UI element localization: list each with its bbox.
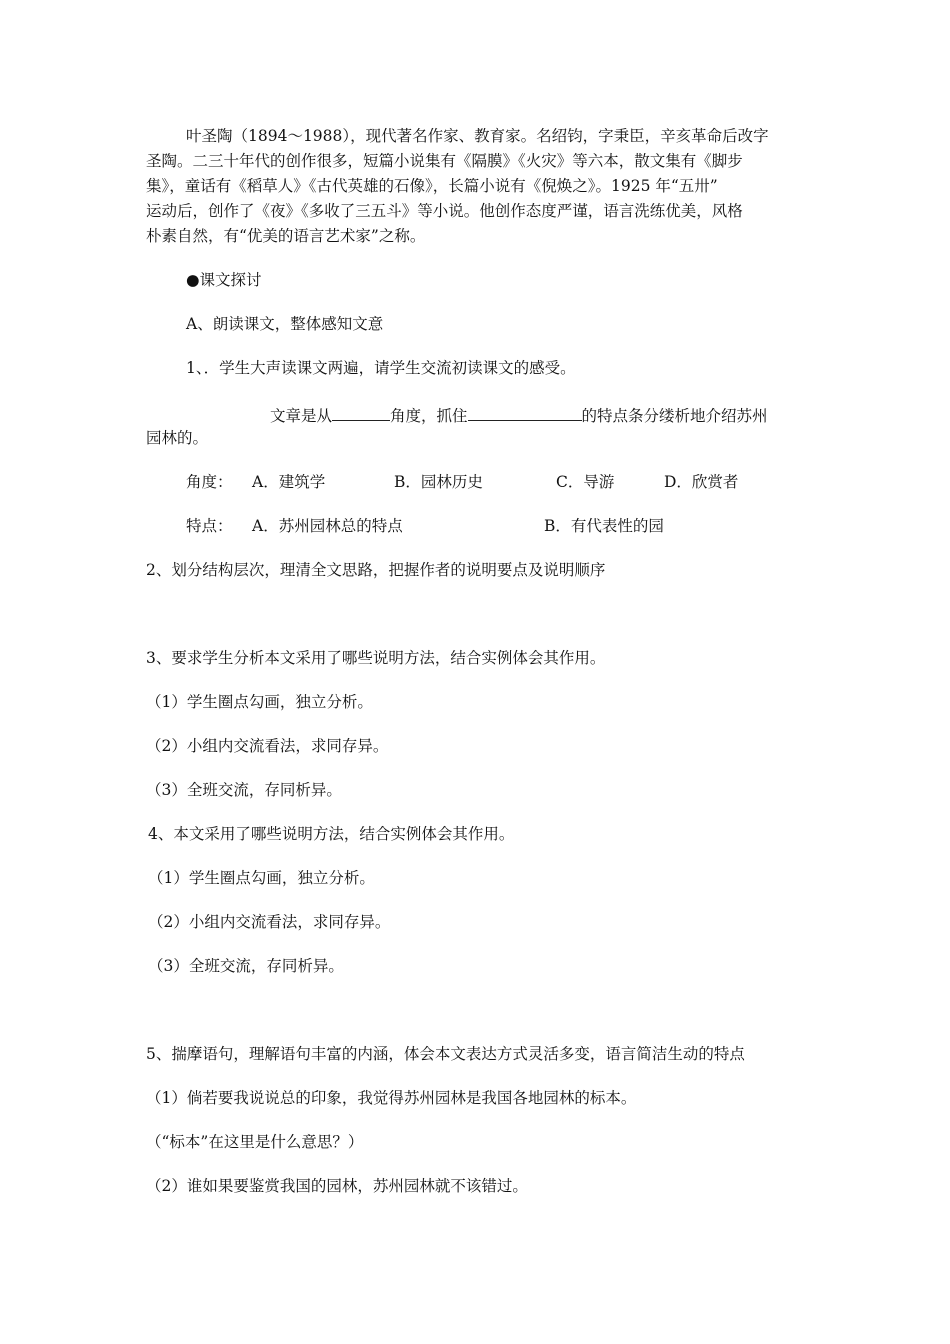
angle-option-b: B．园林历史 xyxy=(394,473,483,491)
angle-option-d: D．欣赏者 xyxy=(664,473,739,491)
item-3-sub: （3）全班交流，存同析异。 xyxy=(146,781,342,799)
intro-line: 朴素自然，有“优美的语言艺术家”之称。 xyxy=(146,227,426,245)
fill-in-line2: 园林的。 xyxy=(146,429,209,447)
angle-label: 角度： xyxy=(186,473,233,491)
feature-option-a: A．苏州园林总的特点 xyxy=(252,517,403,535)
intro-line: 集》，童话有《稻草人》《古代英雄的石像》，长篇小说有《倪焕之》。1925 年“五卅” xyxy=(146,177,718,195)
fill-prefix: 文章是从 xyxy=(270,407,333,425)
item-1: 1、．学生大声读课文两遍，请学生交流初读课文的感受。 xyxy=(186,359,576,377)
feature-label: 特点： xyxy=(186,517,233,535)
item-5-title: 5、揣摩语句，理解语句丰富的内涵，体会本文表达方式灵活多变，语言简洁生动的特点 xyxy=(146,1045,745,1063)
item-3-title: 3、要求学生分析本文采用了哪些说明方法，结合实例体会其作用。 xyxy=(146,649,606,667)
item-5-sub: （1）倘若要我说说总的印象，我觉得苏州园林是我国各地园林的标本。 xyxy=(146,1089,637,1107)
item-5-sub: （“标本”在这里是什么意思？） xyxy=(146,1133,364,1151)
item-4-title: 4、本文采用了哪些说明方法，结合实例体会其作用。 xyxy=(148,825,515,843)
angle-option-c: C．导游 xyxy=(556,473,615,491)
feature-option-b: B．有代表性的园 xyxy=(544,517,664,535)
intro-line: 圣陶。二三十年代的创作很多，短篇小说集有《隔膜》《火灾》等六本，散文集有《脚步 xyxy=(146,152,743,170)
item-4-sub: （3）全班交流，存同析异。 xyxy=(148,957,344,975)
item-4-sub: （2）小组内交流看法，求同存异。 xyxy=(148,913,391,931)
blank-feature xyxy=(468,404,582,421)
item-5-sub: （2）谁如果要鉴赏我国的园林，苏州园林就不该错过。 xyxy=(146,1177,528,1195)
fill-suffix: 的特点条分缕析地介绍苏州 xyxy=(581,407,768,425)
item-4-sub: （1）学生圈点勾画，独立分析。 xyxy=(148,869,375,887)
intro-line: 运动后，创作了《夜》《多收了三五斗》等小说。他创作态度严谨，语言洗练优美，风格 xyxy=(146,202,743,220)
item-3-sub: （2）小组内交流看法，求同存异。 xyxy=(146,737,389,755)
item-2: 2、划分结构层次，理清全文思路，把握作者的说明要点及说明顺序 xyxy=(146,561,606,579)
part-a-heading: A、朗读课文，整体感知文意 xyxy=(186,315,384,333)
item-3-sub: （1）学生圈点勾画，独立分析。 xyxy=(146,693,373,711)
intro-line: 叶圣陶（1894～1988），现代著名作家、教育家。名绍钧，字秉臣，辛亥革命后改字 xyxy=(186,127,769,145)
angle-option-a: A．建筑学 xyxy=(252,473,326,491)
fill-mid: 角度，抓住 xyxy=(390,407,468,425)
fill-in-sentence xyxy=(270,404,768,426)
blank-angle xyxy=(332,404,390,421)
section-heading: ●课文探讨 xyxy=(186,271,262,289)
